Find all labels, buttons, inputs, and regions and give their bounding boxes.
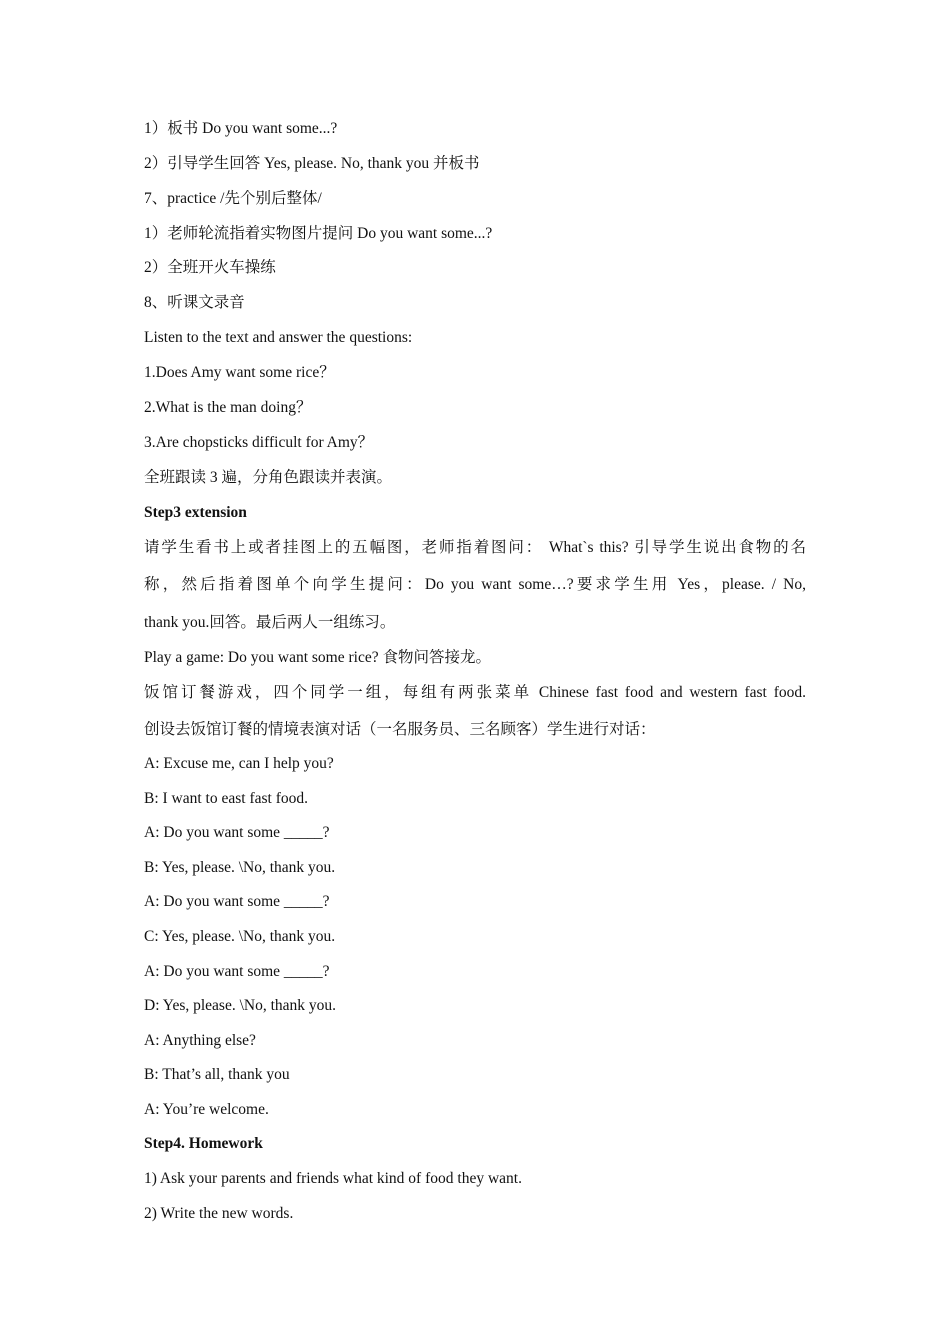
dialogue-line: A: Do you want some _____? xyxy=(144,824,330,841)
paragraph-line: 创设去饭馆订餐的情境表演对话（一名服务员、三名顾客）学生进行对话： xyxy=(144,721,656,738)
text-line: 全班跟读 3 遍，分角色跟读并表演。 xyxy=(144,469,393,486)
dialogue-line: A: Do you want some _____? xyxy=(144,893,330,910)
question-item: 3.Are chopsticks difficult for Amy？ xyxy=(144,434,374,451)
paragraph-line: thank you.回答。最后两人一组练习。 xyxy=(144,614,396,631)
text-line: 2）全班开火车操练 xyxy=(144,259,276,276)
text-line: Play a game: Do you want some rice? 食物问答接龙。 xyxy=(144,649,491,666)
dialogue-line: B: That’s all, thank you xyxy=(144,1066,290,1083)
dialogue-line: C: Yes, please. \No, thank you. xyxy=(144,928,336,945)
dialogue-line: B: I want to east fast food. xyxy=(144,790,309,807)
homework-item: 1) Ask your parents and friends what kind of food they want. xyxy=(144,1170,522,1187)
text-line: 1）板书 Do you want some...? xyxy=(144,120,338,137)
section-heading: 8、听课文录音 xyxy=(144,294,245,311)
section-heading: 7、practice /先个别后整体/ xyxy=(144,190,322,207)
dialogue-line: B: Yes, please. \No, thank you. xyxy=(144,859,336,876)
question-item: 2.What is the man doing？ xyxy=(144,399,312,416)
text-line: Listen to the text and answer the questions: xyxy=(144,329,413,346)
step-heading: Step3 extension xyxy=(144,504,247,521)
text-line: 1）老师轮流指着实物图片提问 Do you want some...? xyxy=(144,225,493,242)
paragraph-line: 称，然后指着图单个向学生提问：Do you want some…?要求学生用 Yes，please. / No, xyxy=(144,576,806,593)
text-line: 2）引导学生回答 Yes, please. No, thank you 并板书 xyxy=(144,155,480,172)
dialogue-line: A: Do you want some _____? xyxy=(144,963,330,980)
dialogue-line: D: Yes, please. \No, thank you. xyxy=(144,997,337,1014)
homework-item: 2) Write the new words. xyxy=(144,1205,294,1222)
dialogue-line: A: You’re welcome. xyxy=(144,1101,269,1118)
dialogue-line: A: Anything else? xyxy=(144,1032,256,1049)
paragraph-line: 请学生看书上或者挂图上的五幅图，老师指着图问： What`s this? 引导学生说出食物的名 xyxy=(144,539,806,556)
dialogue-line: A: Excuse me, can I help you? xyxy=(144,755,334,772)
step-heading: Step4. Homework xyxy=(144,1135,263,1152)
paragraph-line: 饭馆订餐游戏，四个同学一组，每组有两张菜单 Chinese fast food and western fast food. xyxy=(144,684,806,701)
question-item: 1.Does Amy want some rice？ xyxy=(144,364,335,381)
